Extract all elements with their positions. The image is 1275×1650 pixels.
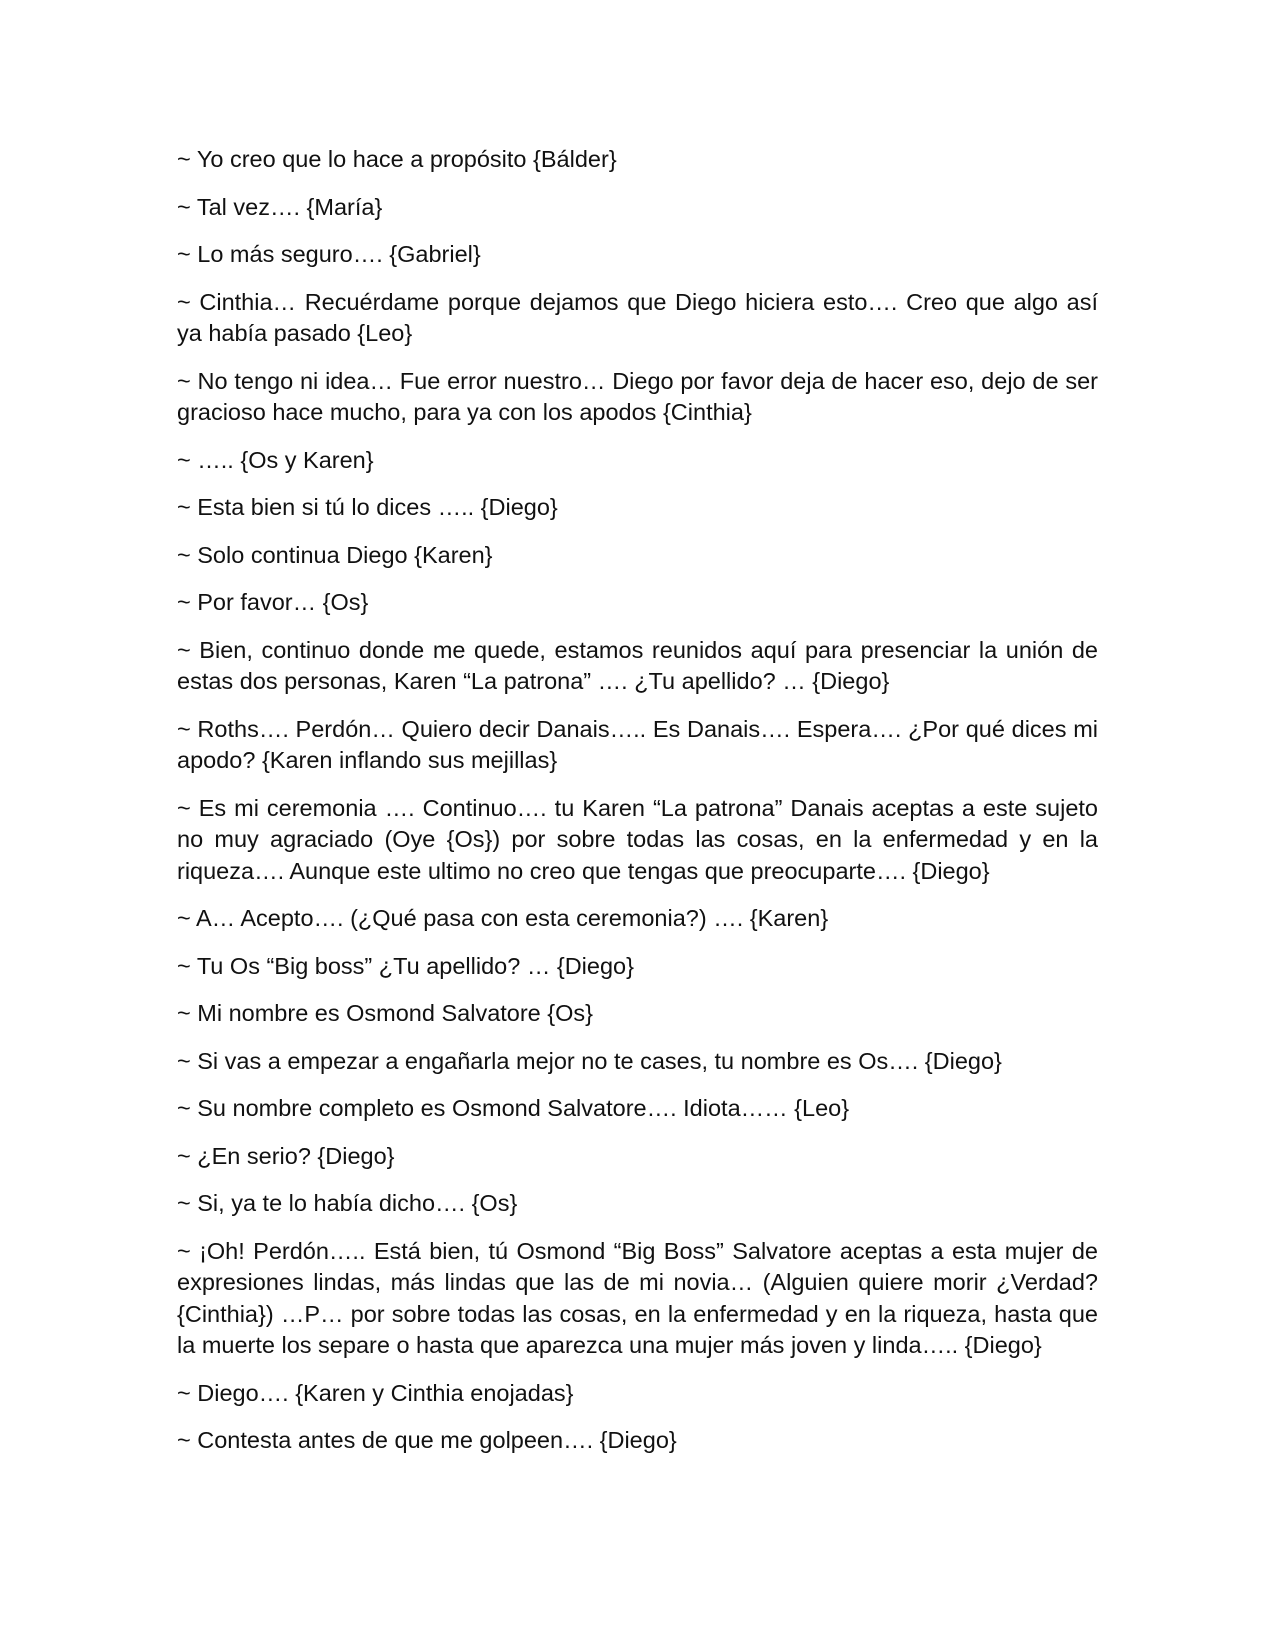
dialogue-line: ~ Su nombre completo es Osmond Salvatore…. Idiota…… {Leo} [177, 1095, 850, 1121]
dialogue-line: ~ A… Acepto…. (¿Qué pasa con esta ceremonia?) …. {Karen} [177, 905, 829, 931]
dialogue-line: ~ Solo continua Diego {Karen} [177, 541, 493, 568]
dialogue-line: ~ Por favor… {Os} [177, 589, 369, 615]
dialogue-line: ~ Roths…. Perdón… Quiero decir Danais….. Es Danais…. Espera…. ¿Por qué dices mi apodo? {Karen inflando sus mejillas} [177, 715, 1098, 773]
dialogue-line: ~ Bien, continuo donde me quede, estamos reunidos aquí para presenciar la unión de estas dos personas, Karen “La patrona” …. ¿Tu apellido? … {Diego} [177, 636, 1098, 694]
dialogue-line: ~ Lo más seguro…. {Gabriel} [177, 241, 481, 267]
dialogue-line: ~ ¡Oh! Perdón….. Está bien, tú Osmond “Big Boss” Salvatore aceptas a esta mujer de expresiones lindas, más lindas que las de mi novia… (Alguien quiere morir ¿Verdad? {Cinthia}) …P… por sobre todas las cosas, en la enfermedad y en la riqueza, hasta que la muerte los separe o hasta que aparezca una mujer más joven y linda….. {Diego} [177, 1237, 1098, 1358]
dialogue-line: ~ Si, ya te lo había dicho…. {Os} [177, 1190, 518, 1216]
dialogue-line: ~ Contesta antes de que me golpeen…. {Diego} [177, 1427, 677, 1453]
dialogue-line: ~ Tu Os “Big boss” ¿Tu apellido? … {Diego} [177, 952, 634, 979]
dialogue-line: ~ ¿En serio? {Diego} [177, 1142, 395, 1169]
dialogue-line: ~ Si vas a empezar a engañarla mejor no te cases, tu nombre es Os…. {Diego} [177, 1047, 1002, 1074]
dialogue-line: ~ Yo creo que lo hace a propósito {Bálder} [177, 146, 617, 172]
dialogue-line: ~ Tal vez…. {María} [177, 193, 383, 220]
dialogue-line: ~ Cinthia… Recuérdame porque dejamos que Diego hiciera esto…. Creo que algo así ya había pasado {Leo} [177, 288, 1098, 346]
dialogue-line: ~ Esta bien si tú lo dices ….. {Diego} [177, 494, 558, 520]
dialogue-line: ~ Diego…. {Karen y Cinthia enojadas} [177, 1379, 574, 1406]
dialogue-text [177, 144, 1098, 1473]
dialogue-line: ~ ….. {Os y Karen} [177, 446, 374, 473]
dialogue-line: ~ No tengo ni idea… Fue error nuestro… Diego por favor deja de hacer eso, dejo de ser gracioso hace mucho, para ya con los apodos {Cinthia} [177, 367, 1098, 425]
dialogue-line: ~ Es mi ceremonia …. Continuo…. tu Karen “La patrona” Danais aceptas a este sujeto no muy agraciado (Oye {Os}) por sobre todas las cosas, en la enfermedad y en la riqueza…. Aunque este ultimo no creo que tengas que preocuparte…. {Diego} [177, 794, 1098, 884]
dialogue-line: ~ Mi nombre es Osmond Salvatore {Os} [177, 1000, 594, 1026]
